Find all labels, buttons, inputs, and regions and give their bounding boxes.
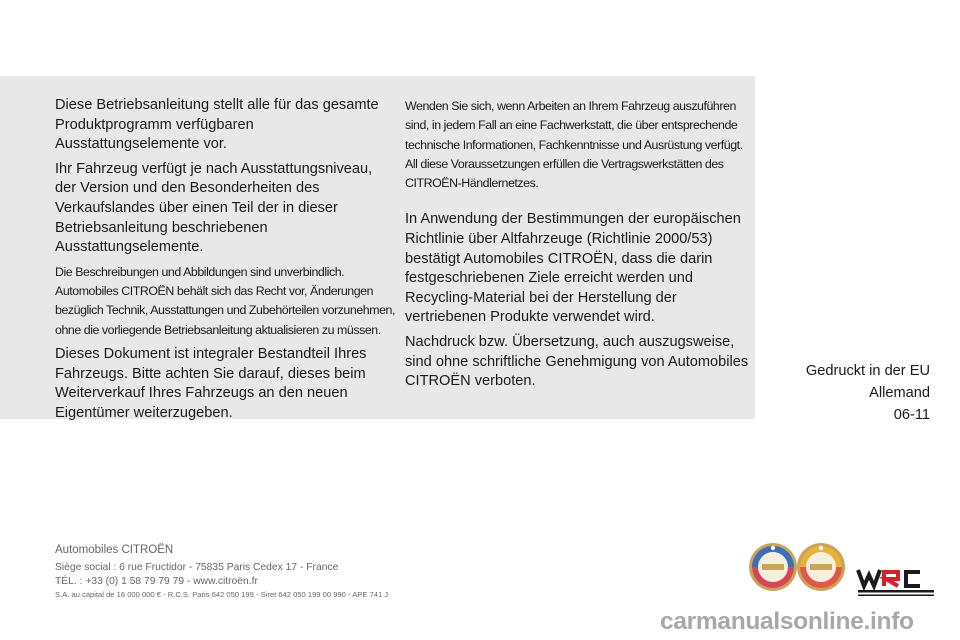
disclaimer-paragraph: Die Beschreibungen und Abbildungen sind unverbindlich. Automobiles CITROËN behält sich das Recht vor, Änderungen bezüglich Technik, Ausstattungen und Zubehörteilen vorzunehmen, ohne die vorliegende Betriebsanleitung aktualisieren zu müssen. bbox=[55, 264, 395, 337]
company-footer bbox=[55, 542, 388, 601]
workshop-paragraph: Wenden Sie sich, wenn Arbeiten an Ihrem Fahrzeug auszuführen sind, in jedem Fall an eine Fachwerkstatt, die über entsprechende technische Informationen, Fachkenntnisse und Ausrüstung verfügt. All diese Voraussetzungen erfüllen die Vertragswerkstätten des CITROËN-Händlernetzes. bbox=[405, 99, 743, 191]
edition-label: 06-11 bbox=[893, 407, 930, 423]
company-address: Siège social : 6 rue Fructidor - 75835 Paris Cedex 17 - France bbox=[55, 562, 339, 573]
company-phone: TÉL. : +33 (0) 1 58 79 79 79 - www.citroën.fr bbox=[55, 576, 258, 587]
watermark: carmanualsonline.info bbox=[660, 608, 914, 635]
logo-area bbox=[748, 540, 938, 600]
wrc-logo-icon bbox=[856, 568, 936, 598]
intro-paragraph: Diese Betriebsanleitung stellt alle für das gesamte Produktprogramm verfügbaren Ausstattungselemente vor. bbox=[55, 97, 379, 153]
company-legal: S.A. au capital de 16 000 000 € - R.C.S. Paris 642 050 199 - Siret 642 050 199 00 990 - APE 741 J bbox=[55, 590, 389, 599]
right-text-column bbox=[405, 97, 750, 392]
company-name: Automobiles CITROËN bbox=[55, 544, 174, 556]
printed-in-label: Gedruckt in der EU bbox=[805, 363, 930, 379]
championship-badge-icon bbox=[748, 542, 798, 592]
left-text-column bbox=[55, 96, 395, 423]
document-paragraph: Dieses Dokument ist integraler Bestandteil Ihres Fahrzeugs. Bitte achten Sie darauf, dieses beim Weiterverkauf Ihres Fahrzeugs an den neuen Eigentümer weiterzugeben. bbox=[55, 345, 367, 421]
copyright-paragraph: Nachdruck bzw. Übersetzung, auch auszugsweise, sind ohne schriftliche Genehmigung von Automobiles CITROËN verboten. bbox=[405, 334, 749, 390]
recycling-paragraph: In Anwendung der Bestimmungen der europäischen Richtlinie über Altfahrzeuge (Richtlinie 2000/53) bestätigt Automobiles CITROËN, dass die darin festgeschriebenen Ziele erreicht werden und Recycling-Material bei der Herstellung der vertriebenen Produkte verwendet wird. bbox=[405, 211, 741, 326]
equipment-paragraph: Ihr Fahrzeug verfügt je nach Ausstattungsniveau, der Version und den Besonderheiten des Verkaufslandes über einen Teil der in dieser Betriebsanleitung beschriebenen Ausstattungselemente. bbox=[55, 160, 373, 256]
loeb-badge-icon bbox=[796, 542, 846, 592]
language-label: Allemand bbox=[869, 385, 930, 401]
print-info bbox=[806, 360, 930, 426]
